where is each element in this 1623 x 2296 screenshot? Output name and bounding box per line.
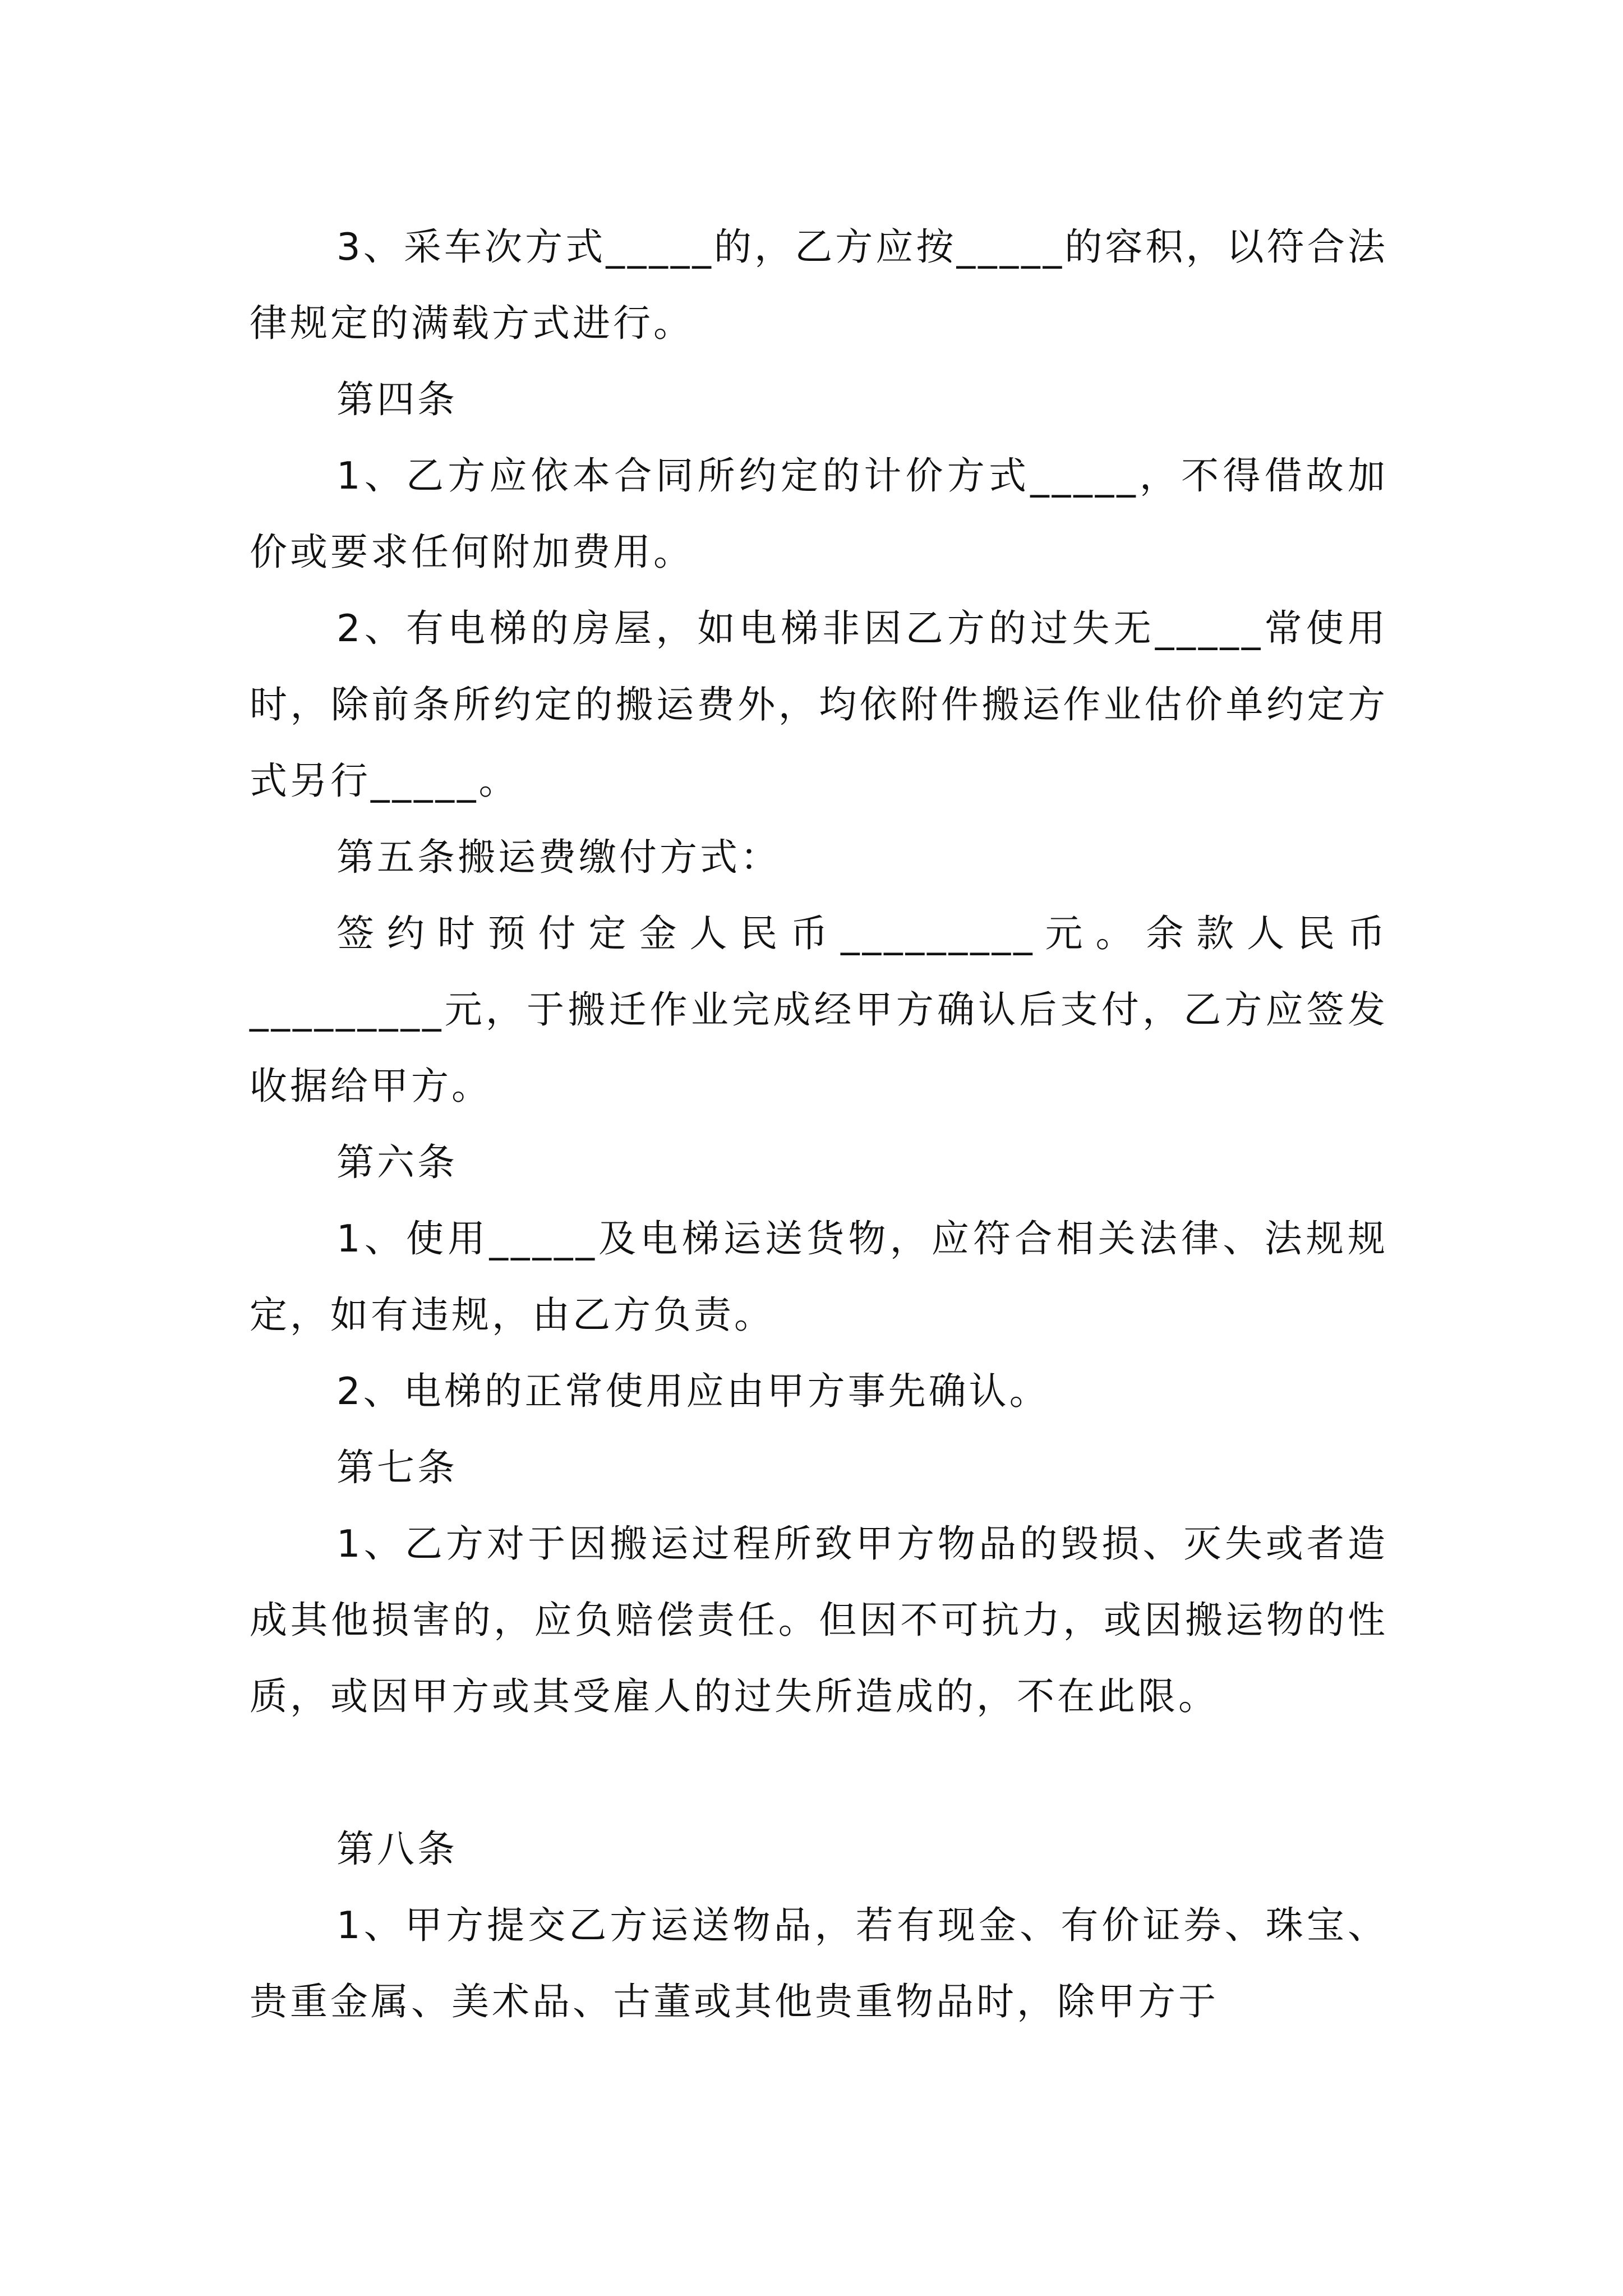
article-6-heading: 第六条	[336, 1140, 458, 1184]
clause-2-elevator-fee: 2、有电梯的房屋，如电梯非因乙方的过失无_____常使用时，除前条所约定的搬运费外，均依附件搬运作业估价单约定方式另行_____。	[250, 606, 1388, 803]
article-8-heading: 第八条	[336, 1827, 458, 1871]
clause-3-vehicle-loading: 3、采车次方式_____的，乙方应按_____的容积，以符合法律规定的满载方式进行。	[250, 225, 1388, 345]
clause-1-elevator-usage: 1、使用_____及电梯运送货物，应符合相关法律、法规规定，如有违规，由乙方负责。	[250, 1217, 1388, 1337]
article-4-heading: 第四条	[336, 378, 458, 421]
clause-1-valuables: 1、甲方提交乙方运送物品，若有现金、有价证券、珠宝、贵重金属、美术品、古董或其他贵重物品时，除甲方于	[250, 1903, 1388, 2023]
clause-1-liability: 1、乙方对于因搬运过程所致甲方物品的毁损、灭失或者造成其他损害的，应负赔偿责任。但因不可抗力，或因搬运物的性质，或因甲方或其受雇人的过失所造成的，不在此限。	[250, 1522, 1388, 1718]
clause-2-elevator-confirmation: 2、电梯的正常使用应由甲方事先确认。	[336, 1369, 1050, 1413]
article-5-heading: 第五条搬运费缴付方式：	[336, 835, 781, 879]
clause-1-pricing: 1、乙方应依本合同所约定的计价方式_____，不得借故加价或要求任何附加费用。	[250, 454, 1388, 574]
article-7-heading: 第七条	[336, 1446, 458, 1489]
clause-deposit-payment: 签约时预付定金人民币_________元。余款人民币_________元，于搬迁作业完成经甲方确认后支付，乙方应签发收据给甲方。	[250, 912, 1388, 1108]
